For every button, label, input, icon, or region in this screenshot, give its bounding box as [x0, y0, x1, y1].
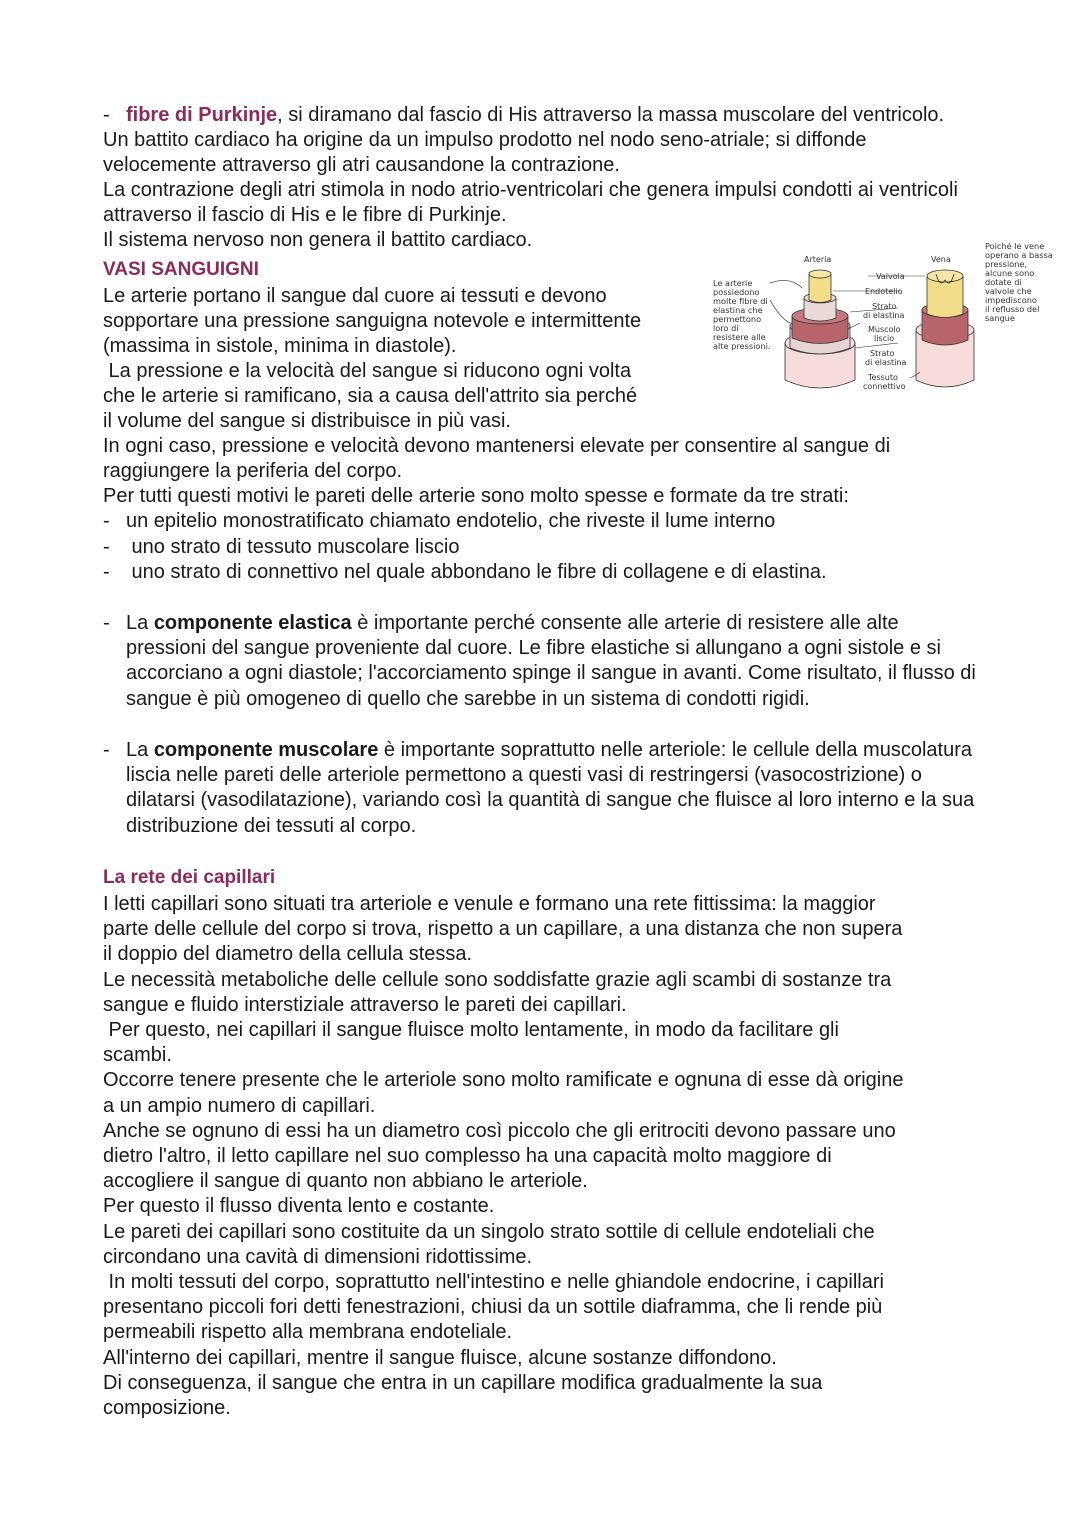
- elastic-component-bullet: [103, 611, 983, 712]
- vasi-line: La pressione e la velocità del sangue si riducono ogni volta: [103, 360, 632, 382]
- vasi-line: (massima in sistole, minima in diastole).: [103, 335, 457, 357]
- layer-bullet: [103, 535, 460, 560]
- muscle-label-2: liscio: [874, 334, 895, 343]
- valve-label: Valvola: [876, 272, 905, 281]
- bullet-dash: -: [103, 561, 110, 583]
- vasi-line: che le arterie si ramificano, sia a causa dell'attrito sia perché: [103, 385, 638, 407]
- purkinje-term: fibre di Purkinje: [126, 104, 278, 126]
- capillari-line: presentano piccoli fori detti fenestrazioni, chiusi da un sottile diaframma, che li rende più: [103, 1296, 883, 1319]
- capillari-line: Per questo, nei capillari il sangue fluisce molto lentamente, in modo da facilitare gli: [103, 1019, 839, 1041]
- capillari-line: composizione.: [103, 1397, 231, 1419]
- vasi-line: il volume del sangue si distribuisce in più vasi.: [103, 410, 511, 432]
- layer-text: uno strato di connettivo nel quale abbondano le fibre di collagene e di elastina.: [126, 561, 827, 583]
- capillari-line: permeabili rispetto alla membrana endoteliale.: [103, 1321, 513, 1344]
- capillari-line: In molti tessuti del corpo, soprattutto nell'intestino e nelle ghiandole endocrine, i capillari: [103, 1271, 884, 1293]
- muscle-label: Muscolo: [868, 325, 901, 334]
- capillari-line: dietro l'altro, il letto capillare nel suo complesso ha una capacità molto maggiore di: [103, 1145, 832, 1167]
- layer-bullet: [103, 560, 827, 585]
- elastic-prefix: La: [126, 612, 154, 634]
- purkinje-bullet: [103, 103, 944, 128]
- elastin-label: Strato: [872, 302, 897, 311]
- muscle-term: componente muscolare: [153, 739, 379, 761]
- muscle-prefix: La: [126, 739, 154, 761]
- section-heading-capillari: La rete dei capillari: [103, 867, 276, 888]
- capillari-line: il doppio del diametro della cellula stessa.: [103, 943, 473, 966]
- intro-line: Un battito cardiaco ha origine da un impulso prodotto nel nodo seno-atriale; si diffonde: [103, 129, 867, 151]
- muscle-text: è importante soprattutto nelle arteriole: le cellule della muscolatura liscia nelle pareti delle arteriole permettono a questi vasi di restringersi (vasocostrizione) o dilatarsi (vasodilatazione), variando così la quantità di sangue che fluisce al loro interno e la sua distribuzione dei tessuti al corpo.: [126, 739, 975, 837]
- outer-elastin-label-2: di elastina: [865, 358, 907, 367]
- bullet-dash: -: [103, 612, 110, 634]
- artery-note: Le arterie possiedono molte fibre di elastina che permettono loro di resistere alle alte pressioni.: [713, 278, 771, 351]
- connective-label-2: connettivo: [863, 382, 906, 391]
- capillari-line: a un ampio numero di capillari.: [103, 1094, 376, 1117]
- capillari-line: Occorre tenere presente che le arteriole sono molto ramificate e ognuna di esse dà origine: [103, 1069, 904, 1092]
- intro-line: La contrazione degli atri stimola in nodo atrio-ventricolari che genera impulsi condotti ai ventricoli: [103, 179, 958, 201]
- capillari-line: scambi.: [103, 1044, 172, 1067]
- capillari-line: sangue e fluido interstiziale attraverso le pareti dei capillari.: [103, 993, 627, 1016]
- endothelium-label: Endotelio: [865, 287, 903, 296]
- capillari-line: Anche se ognuno di essi ha un diametro così piccolo che gli eritrociti devono passare uno: [103, 1119, 896, 1142]
- vasi-line: Le arterie portano il sangue dal cuore ai tessuti e devono: [103, 285, 607, 307]
- capillari-line: circondano una cavità di dimensioni ridottissime.: [103, 1245, 533, 1268]
- elastin-label-2: di elastina: [863, 311, 905, 320]
- vein-illustration: [916, 270, 974, 387]
- capillari-line: Le pareti dei capillari sono costituite da un singolo strato sottile di cellule endoteliali che: [103, 1220, 875, 1243]
- vasi-line: sopportare una pressione sanguigna notevole e intermittente: [103, 310, 642, 332]
- capillari-line: Le necessità metaboliche delle cellule sono soddisfatte grazie agli scambi di sostanze tra: [103, 968, 892, 991]
- purkinje-text: , si diramano dal fascio di His attraverso la massa muscolare del ventricolo.: [277, 104, 945, 126]
- capillari-line: Di conseguenza, il sangue che entra in un capillare modifica gradualmente la sua: [103, 1371, 823, 1394]
- capillari-line: Per questo il flusso diventa lento e costante.: [103, 1195, 495, 1218]
- vein-label: Vena: [931, 255, 951, 264]
- bullet-dash: -: [103, 536, 110, 558]
- elastic-term: componente elastica: [153, 612, 352, 634]
- bullet-dash: -: [103, 104, 110, 126]
- artery-vein-diagram: [700, 248, 1045, 408]
- layer-text: uno strato di tessuto muscolare liscio: [126, 536, 460, 558]
- capillari-line: All'interno dei capillari, mentre il sangue fluisce, alcune sostanze diffondono.: [103, 1346, 777, 1369]
- bullet-dash: -: [103, 510, 110, 532]
- intro-line: Il sistema nervoso non genera il battito cardiaco.: [103, 229, 533, 251]
- elastic-text: è importante perché consente alle arterie di resistere alle alte pressioni del sangue proveniente dal cuore. Le fibre elastiche si allungano a ogni sistole e si accorciano a ogni diastole; l'accorciamento spinge il sangue in avanti. Come risultato, il flusso di sangue è più omogeneo di quello che sarebbe in un sistema di condotti rigidi.: [126, 612, 976, 710]
- muscle-component-bullet: [103, 738, 983, 839]
- vasi-line: Per tutti questi motivi le pareti delle arterie sono molto spesse e formate da tre strati:: [103, 485, 849, 507]
- capillari-line: accogliere il sangue di quanto non abbiano le arteriole.: [103, 1170, 588, 1193]
- layer-bullet: [103, 509, 775, 534]
- intro-line: velocemente attraverso gli atri causandone la contrazione.: [103, 154, 620, 176]
- vein-note: Poiché le vene operano a bassa pressione, alcune sono dotate di valvole che impediscono il reflusso del sangue: [985, 241, 1053, 323]
- intro-line: attraverso il fascio di His e le fibre di Purkinje.: [103, 204, 507, 226]
- section-heading-vasi: VASI SANGUIGNI: [103, 259, 259, 280]
- layer-text: un epitelio monostratificato chiamato endotelio, che riveste il lume interno: [126, 510, 776, 532]
- artery-illustration: [785, 270, 855, 388]
- bullet-dash: -: [103, 739, 110, 761]
- artery-label: Arteria: [804, 255, 832, 264]
- outer-elastin-label: Strato: [870, 349, 895, 358]
- connective-label: Tessuto: [868, 373, 898, 382]
- vasi-line: raggiungere la periferia del corpo.: [103, 460, 403, 482]
- vasi-line: In ogni caso, pressione e velocità devono mantenersi elevate per consentire al sangue di: [103, 435, 891, 457]
- capillari-line: I letti capillari sono situati tra arteriole e venule e formano una rete fittissima: la maggior: [103, 893, 876, 915]
- capillari-line: parte delle cellule del corpo si trova, rispetto a un capillare, a una distanza che non supera: [103, 918, 903, 941]
